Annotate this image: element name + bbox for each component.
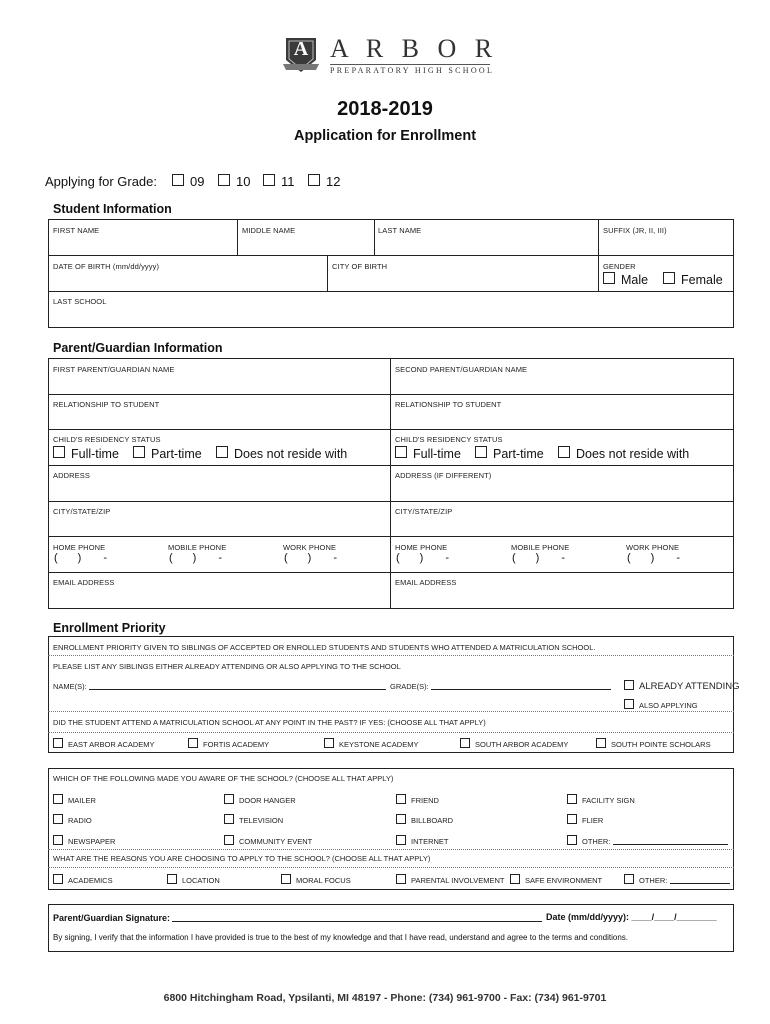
school-logo — [280, 34, 499, 76]
school-option-south-arbor[interactable] — [460, 738, 568, 749]
grade-option-10[interactable] — [218, 174, 250, 189]
work-phone-label-1: WORK PHONE — [283, 543, 337, 552]
sibling-names-field[interactable] — [53, 681, 386, 691]
checkbox-icon — [603, 272, 615, 284]
city-of-birth-field[interactable]: CITY OF BIRTH — [332, 262, 388, 271]
checkbox-icon — [567, 835, 577, 845]
work-phone-label-2: WORK PHONE — [626, 543, 680, 552]
aware-option-label: FLIER — [582, 816, 604, 825]
residency-notreside-2[interactable] — [558, 446, 689, 461]
first-parent-name-field[interactable]: FIRST PARENT/GUARDIAN NAME — [53, 365, 175, 374]
paren-open: ( — [627, 552, 631, 564]
mobile-phone-label-1: MOBILE PHONE — [168, 543, 227, 552]
also-applying-label: ALSO APPLYING — [639, 701, 698, 710]
divider — [237, 219, 238, 255]
divider — [48, 429, 734, 430]
phone-dash: - — [103, 552, 108, 564]
relationship-field-2[interactable]: RELATIONSHIP TO STUDENT — [395, 400, 502, 409]
gender-female-option[interactable] — [663, 272, 723, 287]
checkbox-icon — [624, 699, 634, 709]
date-blank: ____/____/________ — [631, 912, 717, 922]
aware-option[interactable] — [396, 794, 439, 805]
paren-open: ( — [396, 552, 400, 564]
checkbox-icon — [216, 446, 228, 458]
aware-option[interactable] — [53, 835, 115, 846]
checkbox-icon — [167, 874, 177, 884]
paren-close: ) — [535, 552, 540, 564]
paren-close: ) — [192, 552, 197, 564]
reason-option[interactable] — [53, 874, 113, 885]
divider — [48, 849, 734, 850]
aware-option[interactable] — [224, 794, 296, 805]
aware-option[interactable] — [53, 814, 92, 825]
home-phone-label-1: HOME PHONE — [53, 543, 106, 552]
checkbox-icon — [53, 814, 63, 824]
reason-option-label: SAFE ENVIRONMENT — [525, 876, 603, 885]
divider — [48, 394, 734, 395]
aware-option-label: BILLBOARD — [411, 816, 454, 825]
school-year: 2018-2019 — [337, 98, 433, 120]
aware-option-label: RADIO — [68, 816, 92, 825]
crest-letter: A — [293, 38, 309, 60]
work-phone-field-2[interactable] — [627, 552, 702, 564]
home-phone-field-2[interactable] — [396, 552, 471, 564]
reason-option-label: ACADEMICS — [68, 876, 113, 885]
grade-12-label: 12 — [326, 174, 341, 189]
already-attending-option[interactable] — [624, 680, 739, 692]
phone-dash: - — [561, 552, 566, 564]
reason-option-label: PARENTAL INVOLVEMENT — [411, 876, 505, 885]
residency-fulltime-1[interactable] — [53, 446, 119, 461]
paren-open: ( — [169, 552, 173, 564]
checkbox-icon — [188, 738, 198, 748]
other-line — [670, 875, 730, 884]
survey-box — [48, 768, 734, 890]
enrollment-heading: Enrollment Priority — [53, 621, 166, 635]
checkbox-icon — [624, 874, 634, 884]
checkbox-icon — [624, 680, 634, 690]
grade-option-09[interactable] — [172, 174, 204, 189]
aware-option-label: INTERNET — [411, 837, 449, 846]
reason-option-label: LOCATION — [182, 876, 220, 885]
divider — [598, 255, 599, 291]
aware-option-label: OTHER: — [582, 837, 611, 846]
school-subtitle: PREPARATORY HIGH SCHOOL — [330, 66, 495, 75]
checkbox-icon — [395, 446, 407, 458]
aware-prompt: WHICH OF THE FOLLOWING MADE YOU AWARE OF THE SCHOOL? (CHOOSE ALL THAT APPLY) — [53, 774, 394, 783]
divider — [48, 732, 734, 733]
parent-heading: Parent/Guardian Information — [53, 341, 223, 355]
residency-fulltime-2[interactable] — [395, 446, 461, 461]
reason-option[interactable] — [396, 874, 505, 885]
already-attending-label: ALREADY ATTENDING — [639, 681, 740, 692]
checkbox-icon — [53, 835, 63, 845]
divider — [48, 572, 734, 573]
paren-close: ) — [419, 552, 424, 564]
checkbox-icon — [396, 814, 406, 824]
parttime-label: Part-time — [151, 447, 202, 461]
signature-line — [172, 912, 542, 922]
grade-option-12[interactable] — [308, 174, 340, 189]
address-different-field[interactable]: ADDRESS (IF DIFFERENT) — [395, 471, 492, 480]
gender-label: GENDER — [603, 262, 636, 271]
checkbox-icon — [567, 794, 577, 804]
last-name-field[interactable]: LAST NAME — [378, 226, 422, 235]
checkbox-icon — [263, 174, 275, 186]
checkbox-icon — [567, 814, 577, 824]
paren-open: ( — [284, 552, 288, 564]
checkbox-icon — [396, 835, 406, 845]
dob-field[interactable]: DATE OF BIRTH (mm/dd/yyyy) — [53, 262, 160, 271]
divider — [48, 711, 734, 712]
footer-address: 6800 Hitchingham Road, Ypsilanti, MI 48197 - Phone: (734) 961-9700 - Fax: (734) 961-9701 — [163, 992, 607, 1004]
fulltime-label: Full-time — [71, 447, 119, 461]
checkbox-icon — [396, 794, 406, 804]
checkbox-icon — [596, 738, 606, 748]
signature-field[interactable] — [53, 912, 542, 923]
signature-statement: By signing, I verify that the information I have provided is true to the best of my knowledge and that I have read, understand and agree to the terms and conditions. — [53, 933, 629, 942]
checkbox-icon — [558, 446, 570, 458]
reason-option-label: MORAL FOCUS — [296, 876, 351, 885]
residency-notreside-1[interactable] — [216, 446, 347, 461]
school-label: EAST ARBOR ACADEMY — [68, 740, 155, 749]
paren-open: ( — [54, 552, 58, 564]
parttime-label: Part-time — [493, 447, 544, 461]
aware-option-label: NEWSPAPER — [68, 837, 116, 846]
student-heading: Student Information — [53, 202, 172, 216]
notreside-label: Does not reside with — [576, 447, 690, 461]
phone-dash: - — [445, 552, 450, 564]
aware-option-label: TELEVISION — [239, 816, 284, 825]
checkbox-icon — [510, 874, 520, 884]
reason-option[interactable] — [281, 874, 351, 885]
residency-label-1: CHILD'S RESIDENCY STATUS — [53, 435, 161, 444]
residency-parttime-1[interactable] — [133, 446, 202, 461]
checkbox-icon — [475, 446, 487, 458]
aware-option[interactable] — [567, 835, 728, 846]
checkbox-icon — [133, 446, 145, 458]
paren-open: ( — [512, 552, 516, 564]
names-line — [89, 681, 386, 690]
home-phone-label-2: HOME PHONE — [395, 543, 448, 552]
female-label: Female — [681, 273, 723, 287]
aware-option[interactable] — [396, 835, 449, 846]
second-parent-name-field[interactable]: SECOND PARENT/GUARDIAN NAME — [395, 365, 528, 374]
aware-option[interactable] — [224, 814, 283, 825]
city-state-zip-field-1[interactable]: CITY/STATE/ZIP — [53, 507, 111, 516]
school-label: SOUTH POINTE SCHOLARS — [611, 740, 711, 749]
school-label: SOUTH ARBOR ACADEMY — [475, 740, 569, 749]
aware-option[interactable] — [567, 814, 603, 825]
divider — [598, 219, 599, 255]
work-phone-field-1[interactable] — [284, 552, 359, 564]
checkbox-icon — [460, 738, 470, 748]
divider — [327, 255, 328, 291]
checkbox-icon — [281, 874, 291, 884]
aware-option-label: FRIEND — [411, 796, 439, 805]
divider — [48, 655, 734, 656]
date-label: Date (mm/dd/yyyy): — [546, 912, 630, 922]
checkbox-icon — [224, 794, 234, 804]
paren-close: ) — [307, 552, 312, 564]
mobile-phone-field-1[interactable] — [169, 552, 244, 564]
first-name-field[interactable]: FIRST NAME — [53, 226, 100, 235]
aware-option[interactable] — [567, 794, 635, 805]
city-state-zip-field-2[interactable]: CITY/STATE/ZIP — [395, 507, 453, 516]
grade-09-label: 09 — [190, 174, 205, 189]
divider — [374, 219, 375, 255]
paren-close: ) — [77, 552, 82, 564]
phone-dash: - — [218, 552, 223, 564]
reasons-prompt: WHAT ARE THE REASONS YOU ARE CHOOSING TO APPLY TO THE SCHOOL? (CHOOSE ALL THAT APPLY) — [53, 854, 431, 863]
email-field-2[interactable]: EMAIL ADDRESS — [395, 578, 457, 587]
sibling-grades-field[interactable] — [390, 681, 611, 691]
grades-line — [431, 681, 611, 690]
names-label: NAME(S): — [53, 682, 87, 691]
school-label: KEYSTONE ACADEMY — [339, 740, 419, 749]
checkbox-icon — [53, 446, 65, 458]
reason-option[interactable] — [624, 874, 730, 885]
enrollment-box — [48, 636, 734, 753]
divider — [48, 465, 734, 466]
aware-option[interactable] — [224, 835, 312, 846]
divider — [48, 255, 734, 256]
school-option-south-pointe[interactable] — [596, 738, 711, 749]
mobile-phone-label-2: MOBILE PHONE — [511, 543, 570, 552]
grades-label: GRADE(S): — [390, 682, 429, 691]
priority-note: ENROLLMENT PRIORITY GIVEN TO SIBLINGS OF ACCEPTED OR ENROLLED STUDENTS AND STUDENTS WHO ATTENDED A MATRICULATION SCHOOL. — [53, 643, 596, 652]
home-phone-field-1[interactable] — [54, 552, 129, 564]
school-option-fortis[interactable] — [188, 738, 269, 749]
divider — [48, 501, 734, 502]
residency-parttime-2[interactable] — [475, 446, 544, 461]
relationship-field-1[interactable]: RELATIONSHIP TO STUDENT — [53, 400, 160, 409]
notreside-label: Does not reside with — [234, 447, 348, 461]
divider — [48, 536, 734, 537]
reason-option[interactable] — [510, 874, 602, 885]
address-field[interactable]: ADDRESS — [53, 471, 90, 480]
aware-option-label: FACILITY SIGN — [582, 796, 635, 805]
aware-option-label: DOOR HANGER — [239, 796, 296, 805]
aware-option[interactable] — [396, 814, 453, 825]
suffix-field[interactable]: SUFFIX (JR, II, III) — [603, 226, 667, 235]
phone-dash: - — [333, 552, 338, 564]
signature-label: Parent/Guardian Signature: — [53, 913, 171, 923]
grade-option-11[interactable] — [263, 174, 295, 189]
school-name: A R B O R — [330, 34, 499, 63]
mobile-phone-field-2[interactable] — [512, 552, 587, 564]
residency-label-2: CHILD'S RESIDENCY STATUS — [395, 435, 503, 444]
checkbox-icon — [308, 174, 320, 186]
checkbox-icon — [324, 738, 334, 748]
paren-close: ) — [650, 552, 655, 564]
middle-name-field[interactable]: MIDDLE NAME — [242, 226, 296, 235]
gender-male-option[interactable] — [603, 272, 648, 287]
school-option-keystone[interactable] — [324, 738, 418, 749]
male-label: Male — [621, 273, 649, 287]
grade-11-label: 11 — [281, 174, 295, 189]
fulltime-label: Full-time — [413, 447, 461, 461]
other-line — [613, 836, 728, 845]
email-field-1[interactable]: EMAIL ADDRESS — [53, 578, 115, 587]
divider — [48, 867, 734, 868]
checkbox-icon — [53, 794, 63, 804]
siblings-prompt: PLEASE LIST ANY SIBLINGS EITHER ALREADY ATTENDING OR ALSO APPLYING TO THE SCHOOL — [53, 662, 401, 671]
checkbox-icon — [663, 272, 675, 284]
checkbox-icon — [172, 174, 184, 186]
phone-dash: - — [676, 552, 681, 564]
page-title: Application for Enrollment — [293, 128, 477, 144]
reason-option-label: OTHER: — [639, 876, 668, 885]
checkbox-icon — [224, 835, 234, 845]
grade-label: Applying for Grade: — [45, 174, 158, 189]
checkbox-icon — [396, 874, 406, 884]
last-school-field[interactable]: LAST SCHOOL — [53, 297, 107, 306]
checkbox-icon — [218, 174, 230, 186]
school-label: FORTIS ACADEMY — [203, 740, 270, 749]
grade-10-label: 10 — [236, 174, 251, 189]
checkbox-icon — [53, 738, 63, 748]
checkbox-icon — [224, 814, 234, 824]
also-applying-option[interactable] — [624, 699, 698, 710]
aware-option-label: MAILER — [68, 796, 96, 805]
matric-prompt: DID THE STUDENT ATTEND A MATRICULATION SCHOOL AT ANY POINT IN THE PAST? IF YES: (CHOOSE ALL THAT APPLY) — [53, 718, 486, 727]
logo-divider — [330, 64, 490, 65]
aware-option-label: COMMUNITY EVENT — [239, 837, 313, 846]
aware-option[interactable] — [53, 794, 96, 805]
divider — [48, 291, 734, 292]
checkbox-icon — [53, 874, 63, 884]
date-field[interactable] — [546, 912, 717, 922]
school-option-east-arbor[interactable] — [53, 738, 155, 749]
reason-option[interactable] — [167, 874, 220, 885]
